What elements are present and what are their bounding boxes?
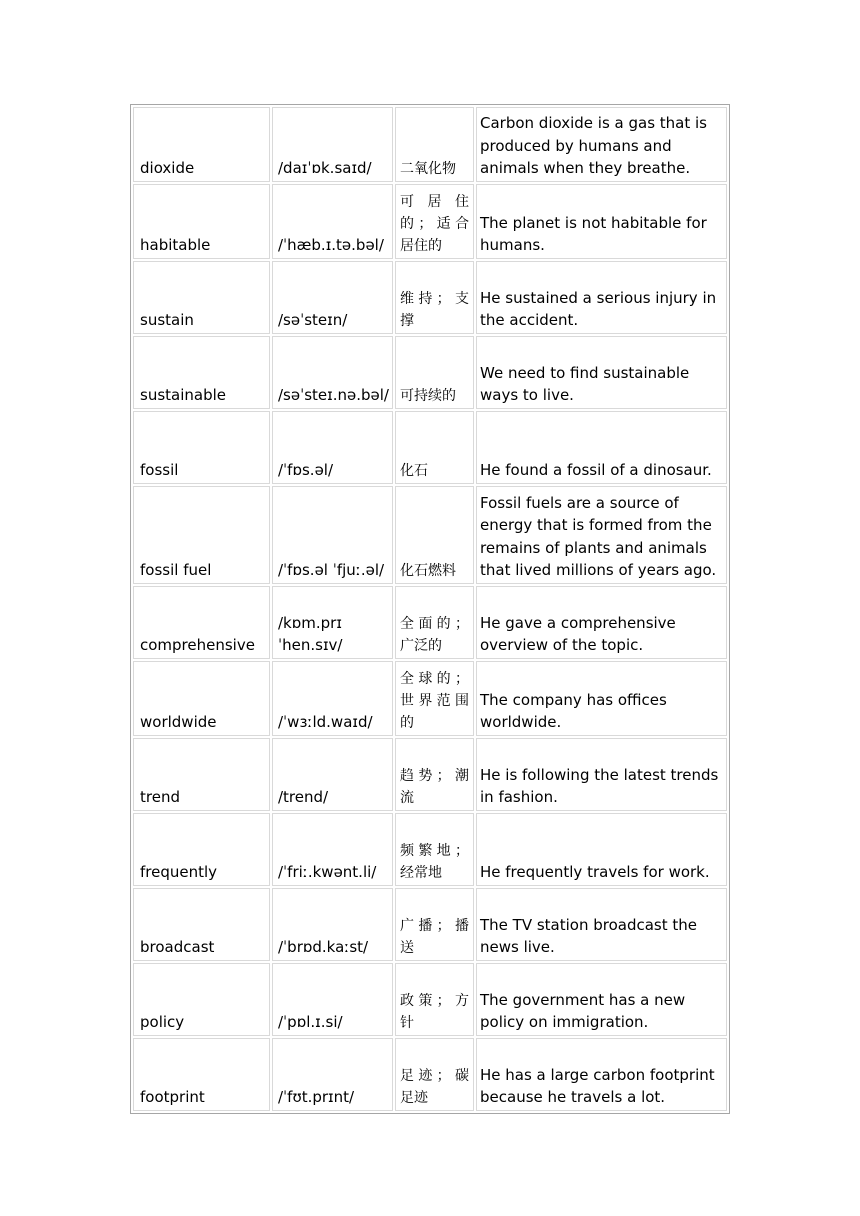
word-cell: fossil fuel	[133, 486, 270, 584]
word-cell: broadcast	[133, 888, 270, 961]
example-sentence-cell: He found a fossil of a dinosaur.	[476, 411, 727, 484]
chinese-meaning-cell: 广播；播送	[395, 888, 474, 961]
example-sentence-cell: The TV station broadcast the news live.	[476, 888, 727, 961]
example-sentence-cell: He gave a comprehensive overview of the topic.	[476, 586, 727, 659]
table-row	[133, 661, 727, 736]
word-cell: comprehensive	[133, 586, 270, 659]
phonetic-cell: /ˈbrɒd.kaːst/	[272, 888, 393, 961]
table-row	[133, 738, 727, 811]
word-cell: habitable	[133, 184, 270, 259]
word-cell: frequently	[133, 813, 270, 886]
phonetic-cell: /kɒm.prɪˈhen.sɪv/	[272, 586, 393, 659]
example-sentence-cell: Carbon dioxide is a gas that is produced by humans and animals when they breathe.	[476, 107, 727, 182]
table-row	[133, 888, 727, 961]
chinese-meaning-cell: 全球的；世界范围的	[395, 661, 474, 736]
table-row	[133, 586, 727, 659]
phonetic-cell: /səˈsteɪn/	[272, 261, 393, 334]
phonetic-cell: /ˈwɜːld.waɪd/	[272, 661, 393, 736]
table-row	[133, 813, 727, 886]
vocabulary-table	[130, 104, 730, 1114]
vocabulary-table-body	[133, 107, 727, 1111]
table-row	[133, 411, 727, 484]
word-cell: fossil	[133, 411, 270, 484]
phonetic-cell: /daɪˈɒk.saɪd/	[272, 107, 393, 182]
chinese-meaning-cell: 化石	[395, 411, 474, 484]
phonetic-cell: /ˈfɒs.əl ˈfjuː.əl/	[272, 486, 393, 584]
word-cell: footprint	[133, 1038, 270, 1111]
phonetic-cell: /ˈfɒs.əl/	[272, 411, 393, 484]
example-sentence-cell: The government has a new policy on immigration.	[476, 963, 727, 1036]
chinese-meaning-cell: 可持续的	[395, 336, 474, 409]
table-row	[133, 336, 727, 409]
word-cell: sustain	[133, 261, 270, 334]
example-sentence-cell: We need to find sustainable ways to live.	[476, 336, 727, 409]
table-row	[133, 1038, 727, 1111]
example-sentence-cell: He frequently travels for work.	[476, 813, 727, 886]
example-sentence-cell: The company has offices worldwide.	[476, 661, 727, 736]
example-sentence-cell: He sustained a serious injury in the accident.	[476, 261, 727, 334]
chinese-meaning-cell: 足迹；碳足迹	[395, 1038, 474, 1111]
example-sentence-cell: The planet is not habitable for humans.	[476, 184, 727, 259]
phonetic-cell: /ˈfriː.kwənt.li/	[272, 813, 393, 886]
word-cell: dioxide	[133, 107, 270, 182]
phonetic-cell: /ˈpɒl.ɪ.si/	[272, 963, 393, 1036]
example-sentence-cell: He is following the latest trends in fashion.	[476, 738, 727, 811]
word-cell: policy	[133, 963, 270, 1036]
table-row	[133, 486, 727, 584]
phonetic-cell: /ˈfʊt.prɪnt/	[272, 1038, 393, 1111]
table-row	[133, 184, 727, 259]
example-sentence-cell: He has a large carbon footprint because he travels a lot.	[476, 1038, 727, 1111]
chinese-meaning-cell: 化石燃料	[395, 486, 474, 584]
chinese-meaning-cell: 趋势；潮流	[395, 738, 474, 811]
example-sentence-cell: Fossil fuels are a source of energy that is formed from the remains of plants and animals that lived millions of years ago.	[476, 486, 727, 584]
chinese-meaning-cell: 维持；支撑	[395, 261, 474, 334]
word-cell: worldwide	[133, 661, 270, 736]
chinese-meaning-cell: 二氧化物	[395, 107, 474, 182]
chinese-meaning-cell: 全面的；广泛的	[395, 586, 474, 659]
phonetic-cell: /ˈhæb.ɪ.tə.bəl/	[272, 184, 393, 259]
phonetic-cell: /səˈsteɪ.nə.bəl/	[272, 336, 393, 409]
table-row	[133, 261, 727, 334]
chinese-meaning-cell: 频繁地；经常地	[395, 813, 474, 886]
table-row	[133, 107, 727, 182]
chinese-meaning-cell: 可居住的；适合居住的	[395, 184, 474, 259]
phonetic-cell: /trend/	[272, 738, 393, 811]
table-row	[133, 963, 727, 1036]
word-cell: trend	[133, 738, 270, 811]
word-cell: sustainable	[133, 336, 270, 409]
chinese-meaning-cell: 政策；方针	[395, 963, 474, 1036]
